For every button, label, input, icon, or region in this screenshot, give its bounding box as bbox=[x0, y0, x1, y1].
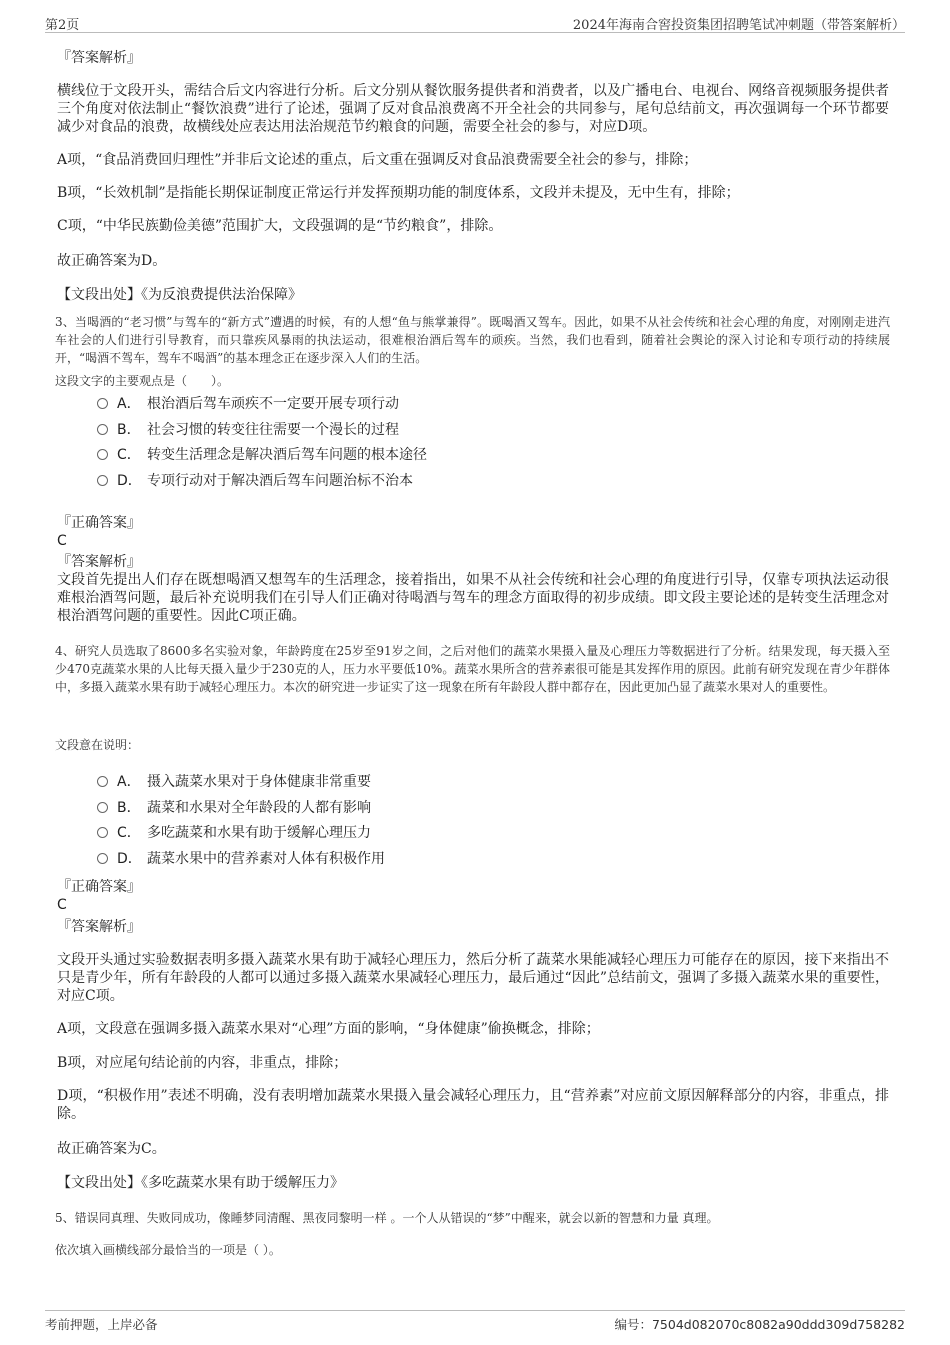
q2-analysis-heading: 『答案解析』 bbox=[57, 50, 141, 66]
q4-conclusion: 故正确答案为C。 bbox=[57, 1141, 166, 1157]
q2-conclusion: 故正确答案为D。 bbox=[57, 253, 167, 269]
radio-button-icon[interactable] bbox=[97, 449, 108, 460]
q2-option-c-analysis: C项，“中华民族勤俭美德”范围扩大，文段强调的是“节约粮食”，排除。 bbox=[57, 218, 503, 234]
q3-answer-heading: 『正确答案』 bbox=[57, 515, 141, 531]
q3-option-a[interactable]: A． 根治酒后驾车顽疾不一定要开展专项行动 bbox=[97, 395, 399, 413]
q4-question: 文段意在说明： bbox=[55, 738, 140, 752]
radio-button-icon[interactable] bbox=[97, 776, 108, 787]
q2-option-a-analysis: A项，“食品消费回归理性”并非后文论述的重点，后文重在强调反对食品浪费需要全社会的参与，排除； bbox=[57, 152, 698, 168]
page-footer bbox=[45, 1310, 905, 1335]
q4-option-a-analysis: A项，文段意在强调多摄入蔬菜水果对“心理”方面的影响，“身体健康”偷换概念，排除； bbox=[57, 1021, 600, 1037]
q2-option-b-analysis: B项，“长效机制”是指能长期保证制度正常运行并发挥预期功能的制度体系，文段并未提及，无中生有，排除； bbox=[57, 185, 740, 201]
q3-question: 这段文字的主要观点是（ ）。 bbox=[55, 374, 230, 388]
q4-analysis-heading: 『答案解析』 bbox=[57, 919, 141, 935]
q4-option-b[interactable]: B． 蔬菜和水果对全年龄段的人都有影响 bbox=[97, 799, 371, 817]
radio-button-icon[interactable] bbox=[97, 475, 108, 486]
radio-button-icon[interactable] bbox=[97, 802, 108, 813]
q3-option-c[interactable]: C． 转变生活理念是解决酒后驾车问题的根本途径 bbox=[97, 446, 427, 464]
q4-option-d-analysis: D项，“积极作用”表述不明确，没有表明增加蔬菜水果摄入量会减轻心理压力，且“营养素”对应前文原因解释部分的内容，非重点，排除。 bbox=[57, 1088, 889, 1122]
q5-stem: 5、错误同真理、失败同成功，像睡梦同清醒、黑夜同黎明一样 。一个人从错误的“梦”中醒来，就会以新的智慧和力量 真理。 bbox=[55, 1211, 719, 1225]
q4-source: 【文段出处】《多吃蔬菜水果有助于缓解压力》 bbox=[57, 1175, 344, 1191]
q3-answer: C bbox=[57, 533, 67, 549]
radio-button-icon[interactable] bbox=[97, 853, 108, 864]
radio-button-icon[interactable] bbox=[97, 827, 108, 838]
q2-analysis-text: 横线位于文段开头，需结合后文内容进行分析。后文分别从餐饮服务提供者和消费者，以及广播电台、电视台、网络音视频服务提供者三个角度对依法制止“餐饮浪费”进行了论述，强调了反对食品浪费离不开全社会的共同参与，尾句总结前文，再次强调每一个环节都要减少对食品的浪费，故横线处应表达用法治规范节约粮食的问题，需要全社会的参与，对应D项。 bbox=[57, 83, 889, 135]
q4-analysis-text: 文段开头通过实验数据表明多摄入蔬菜水果有助于减轻心理压力，然后分析了蔬菜水果能减轻心理压力可能存在的原因，接下来指出不只是青少年，所有年龄段的人都可以通过多摄入蔬菜水果减轻心理压力，最后通过“因此”总结前文，强调了多摄入蔬菜水果的重要性，对应C项。 bbox=[57, 952, 889, 1004]
q3-stem: 3、当喝酒的“老习惯”与驾车的“新方式”遭遇的时候，有的人想“鱼与熊掌兼得”。既喝酒又驾车。因此，如果不从社会传统和社会心理的角度，对刚刚走进汽车社会的人们进行引导教育，而只靠疾风暴雨的执法运动，很难根治酒后驾车的顽疾。当然，我们也看到，随着社会舆论的深入讨论和专项行动的持续展开，“喝酒不驾车，驾车不喝酒”的基本理念正在逐步深入人们的生活。 bbox=[55, 315, 890, 365]
page-number: 第2页 bbox=[45, 18, 80, 33]
q4-answer-heading: 『正确答案』 bbox=[57, 879, 141, 895]
q3-analysis-heading: 『答案解析』 bbox=[57, 554, 141, 570]
radio-button-icon[interactable] bbox=[97, 398, 108, 409]
q5-question: 依次填入画横线部分最恰当的一项是（ ）。 bbox=[55, 1243, 281, 1257]
q3-option-b[interactable]: B． 社会习惯的转变往往需要一个漫长的过程 bbox=[97, 421, 399, 439]
q4-option-a[interactable]: A． 摄入蔬菜水果对于身体健康非常重要 bbox=[97, 773, 371, 791]
q4-option-c[interactable]: C． 多吃蔬菜和水果有助于缓解心理压力 bbox=[97, 824, 371, 842]
radio-button-icon[interactable] bbox=[97, 424, 108, 435]
q4-option-b-analysis: B项，对应尾句结论前的内容，非重点，排除； bbox=[57, 1055, 348, 1071]
footer-slogan: 考前押题，上岸必备 bbox=[45, 1317, 158, 1332]
q4-answer: C bbox=[57, 897, 67, 913]
page-header bbox=[45, 12, 905, 33]
q3-analysis-text: 文段首先提出人们存在既想喝酒又想驾车的生活理念，接着指出，如果不从社会传统和社会心理的角度进行引导，仅靠专项执法运动很难根治酒驾问题，最后补充说明我们在引导人们正确对待喝酒与驾车的理念方面取得的初步成绩。即文段主要论述的是转变生活理念对根治酒驾问题的重要性。因此C项正确。 bbox=[57, 572, 889, 624]
q3-option-d[interactable]: D． 专项行动对于解决酒后驾车问题治标不治本 bbox=[97, 472, 413, 490]
q2-source: 【文段出处】《为反浪费提供法治保障》 bbox=[57, 287, 302, 303]
document-id: 编号：7504d082070c8082a90ddd309d758282 bbox=[614, 1317, 905, 1332]
q4-option-d[interactable]: D． 蔬菜水果中的营养素对人体有积极作用 bbox=[97, 850, 385, 868]
q4-stem: 4、研究人员选取了8600多名实验对象，年龄跨度在25岁至91岁之间，之后对他们的蔬菜水果摄入量及心理压力等数据进行了分析。结果发现，每天摄入至少470克蔬菜水果的人比每天摄入量少于230克的人，压力水平要低10%。蔬菜水果所含的营养素很可能是其发挥作用的原因。此前有研究发现在青少年群体中，多摄入蔬菜水果有助于减轻心理压力。本次的研究进一步证实了这一现象在所有年龄段人群中都存在，因此更加凸显了蔬菜水果对人的重要性。 bbox=[55, 644, 890, 694]
document-title: 2024年海南合窖投资集团招聘笔试冲刺题（带答案解析） bbox=[572, 18, 905, 33]
